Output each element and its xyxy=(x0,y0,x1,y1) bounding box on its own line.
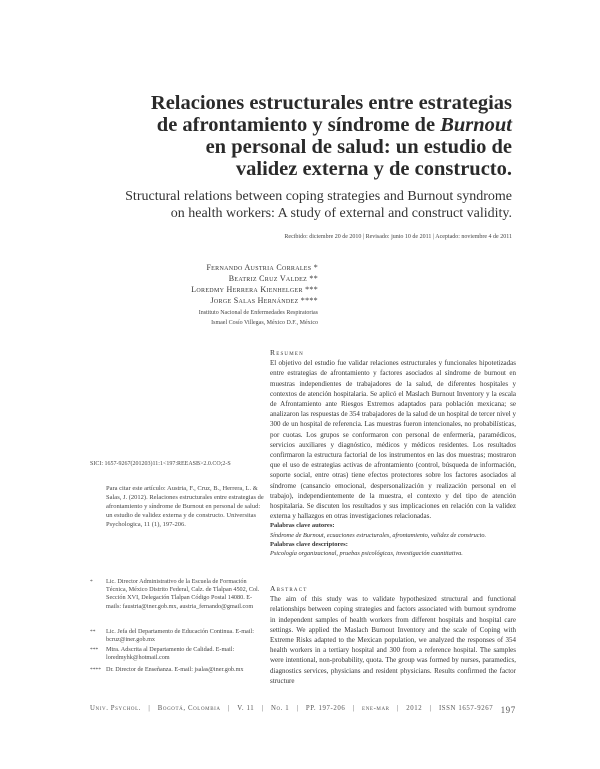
footer-pages: PP. 197-206 xyxy=(305,705,346,712)
author: Fernando Austria Corrales * xyxy=(206,263,318,272)
footer-issn: ISSN 1657-9267 xyxy=(438,705,494,712)
article-subtitle-english: Structural relations between coping strategies and Burnout syndrome on health workers: A study of external and construct validity. xyxy=(125,189,512,221)
footer-months: ene-mar xyxy=(362,705,390,712)
keywords-author: Síndrome de Burnout, ecuaciones estructurales, afrontamiento, validez de constructo. xyxy=(270,531,487,539)
sici-code: SICI: 1657-9267(201203)11:1<197:REEASB>2.0.CO;2-S xyxy=(90,461,231,467)
abstract-body: The aim of this study was to validate hypothesized structural and functional relationships between coping strategies and factors associated with burnout syndrome in independent samples of health workers from different hospitals and hospital care settings. We applied the Maslach Burnout Inventory and the scale of Coping with Extreme Risks adapted to the Mexican population, we analyzed the responses of 354 health workers in a tertiary hospital and 300 from a reference hospital. The samples were intentional, non-probability, quota. The group was formed by nurses, paramedics, diagnostics services, physicians and resident physicians. Results confirmed the factor structure xyxy=(270,595,516,685)
author: Beatriz Cruz Valdez ** xyxy=(228,274,318,283)
resumen-section xyxy=(270,348,516,558)
citation: Para citar este artículo: Austria, F., Cruz, B., Herrera, L. & Salas, J. (2012). Relaciones estructurales entre estrategias de afrontamiento y síndrome de Burnout en personal de salud: un estudio de validez externa y de constructo. Universitas Psychologica, 11 (1), 197-206. xyxy=(106,485,264,528)
footer-journal: Univ. Psychol. xyxy=(90,705,142,712)
page-number: 197 xyxy=(500,705,516,715)
author-list xyxy=(98,262,318,306)
keywords-descriptor: Psicología organizacional, pruebas psicológicas, investigación cuantitativa. xyxy=(270,549,463,557)
footnote: **** Dr. Director de Enseñanza. E-mail: jsalas@iner.gob.mx xyxy=(90,666,244,673)
keywords-author-label: Palabras clave autores: xyxy=(270,522,335,530)
abstract-heading: Abstract xyxy=(270,584,308,593)
footnote: ** Lic. Jefa del Departamento de Educación Continua. E-mail: bcruz@iner.gob.mx xyxy=(90,628,254,644)
keywords-descriptor-label: Palabras clave descriptores: xyxy=(270,540,348,548)
author: Jorge Salas Hernández **** xyxy=(210,296,318,305)
page-footer: Univ. Psychol. | Bogotá, Colombia | V. 11 | No. 1 | PP. 197-206 | ene-mar | 2012 | ISSN 1657-9267 197 xyxy=(90,705,516,715)
footer-number: No. 1 xyxy=(270,705,290,712)
footer-year: 2012 xyxy=(406,705,423,712)
author: Loredmy Herrera Kienhelger *** xyxy=(191,285,318,294)
footnote: *** Mtra. Adscrita al Departamento de Calidad. E-mail: loredmyhk@hotmail.com xyxy=(90,646,235,662)
footnote: * Lic. Director Administrativo de la Escuela de Formación Técnica, México Distrito Federal, Calz. de Tlalpan 4502, Col. Sección XVI, Delegación Tlalpan Código Postal 14080. E-mails: faustria@iner.gob.mx, austria_fernando@gmail.com xyxy=(90,578,260,610)
footer-volume: V. 11 xyxy=(237,705,255,712)
resumen-body: El objetivo del estudio fue validar relaciones estructurales y funcionales hipotetizadas entre estrategias de afrontamiento y factores asociados al síndrome de burnout en muestras independientes de trabajadores de la salud, de diferentes hospitales y contextos de atención hospitalaria. Se aplicó el Maslach Burnout Inventory y la escala de Afrontamiento ante Riesgos Extremos adaptados para población mexicana; se analizaron las respuestas de 354 trabajadores de la salud de un hospital de tercer nivel y 300 de un hospital de referencia. Las muestras fueron intencionales, no probabilísticas, por cuotas. Los grupos se conformaron con personal de enfermería, paramédicos, servicios auxiliares y diagnóstico, médicos y médicos residentes. Los resultados confirmaron la estructura factorial de los instrumentos en las dos muestras; mostraron que el uso de estrategias activas de afrontamiento (control, búsqueda de información, soporte social, entre otras) tiene efectos protectores sobre los factores asociados al síndrome (cansancio emocional, despersonalización y realización personal en el trabajo), independientemente de la muestra, el contexto y del tipo de atención hospitalaria. Se discuten los resultados y sus implicaciones en relación con la validez externa y hallazgos en otras investigaciones relacionadas. xyxy=(270,359,516,521)
affiliation: Instituto Nacional de Enfermedades Respiratorias Ismael Cosío Villegas, México D.F., México xyxy=(198,310,318,326)
footer-city: Bogotá, Colombia xyxy=(157,705,221,712)
review-dates: Recibido: diciembre 20 de 2010 | Revisado: junio 10 de 2011 | Aceptado: noviembre 4 de 2011 xyxy=(284,234,512,240)
article-title: Relaciones estructurales entre estrategias de afrontamiento y síndrome de Burnout en personal de salud: un estudio de validez externa y de constructo. xyxy=(150,92,512,180)
abstract-section xyxy=(270,584,516,686)
resumen-heading: Resumen xyxy=(270,348,304,357)
